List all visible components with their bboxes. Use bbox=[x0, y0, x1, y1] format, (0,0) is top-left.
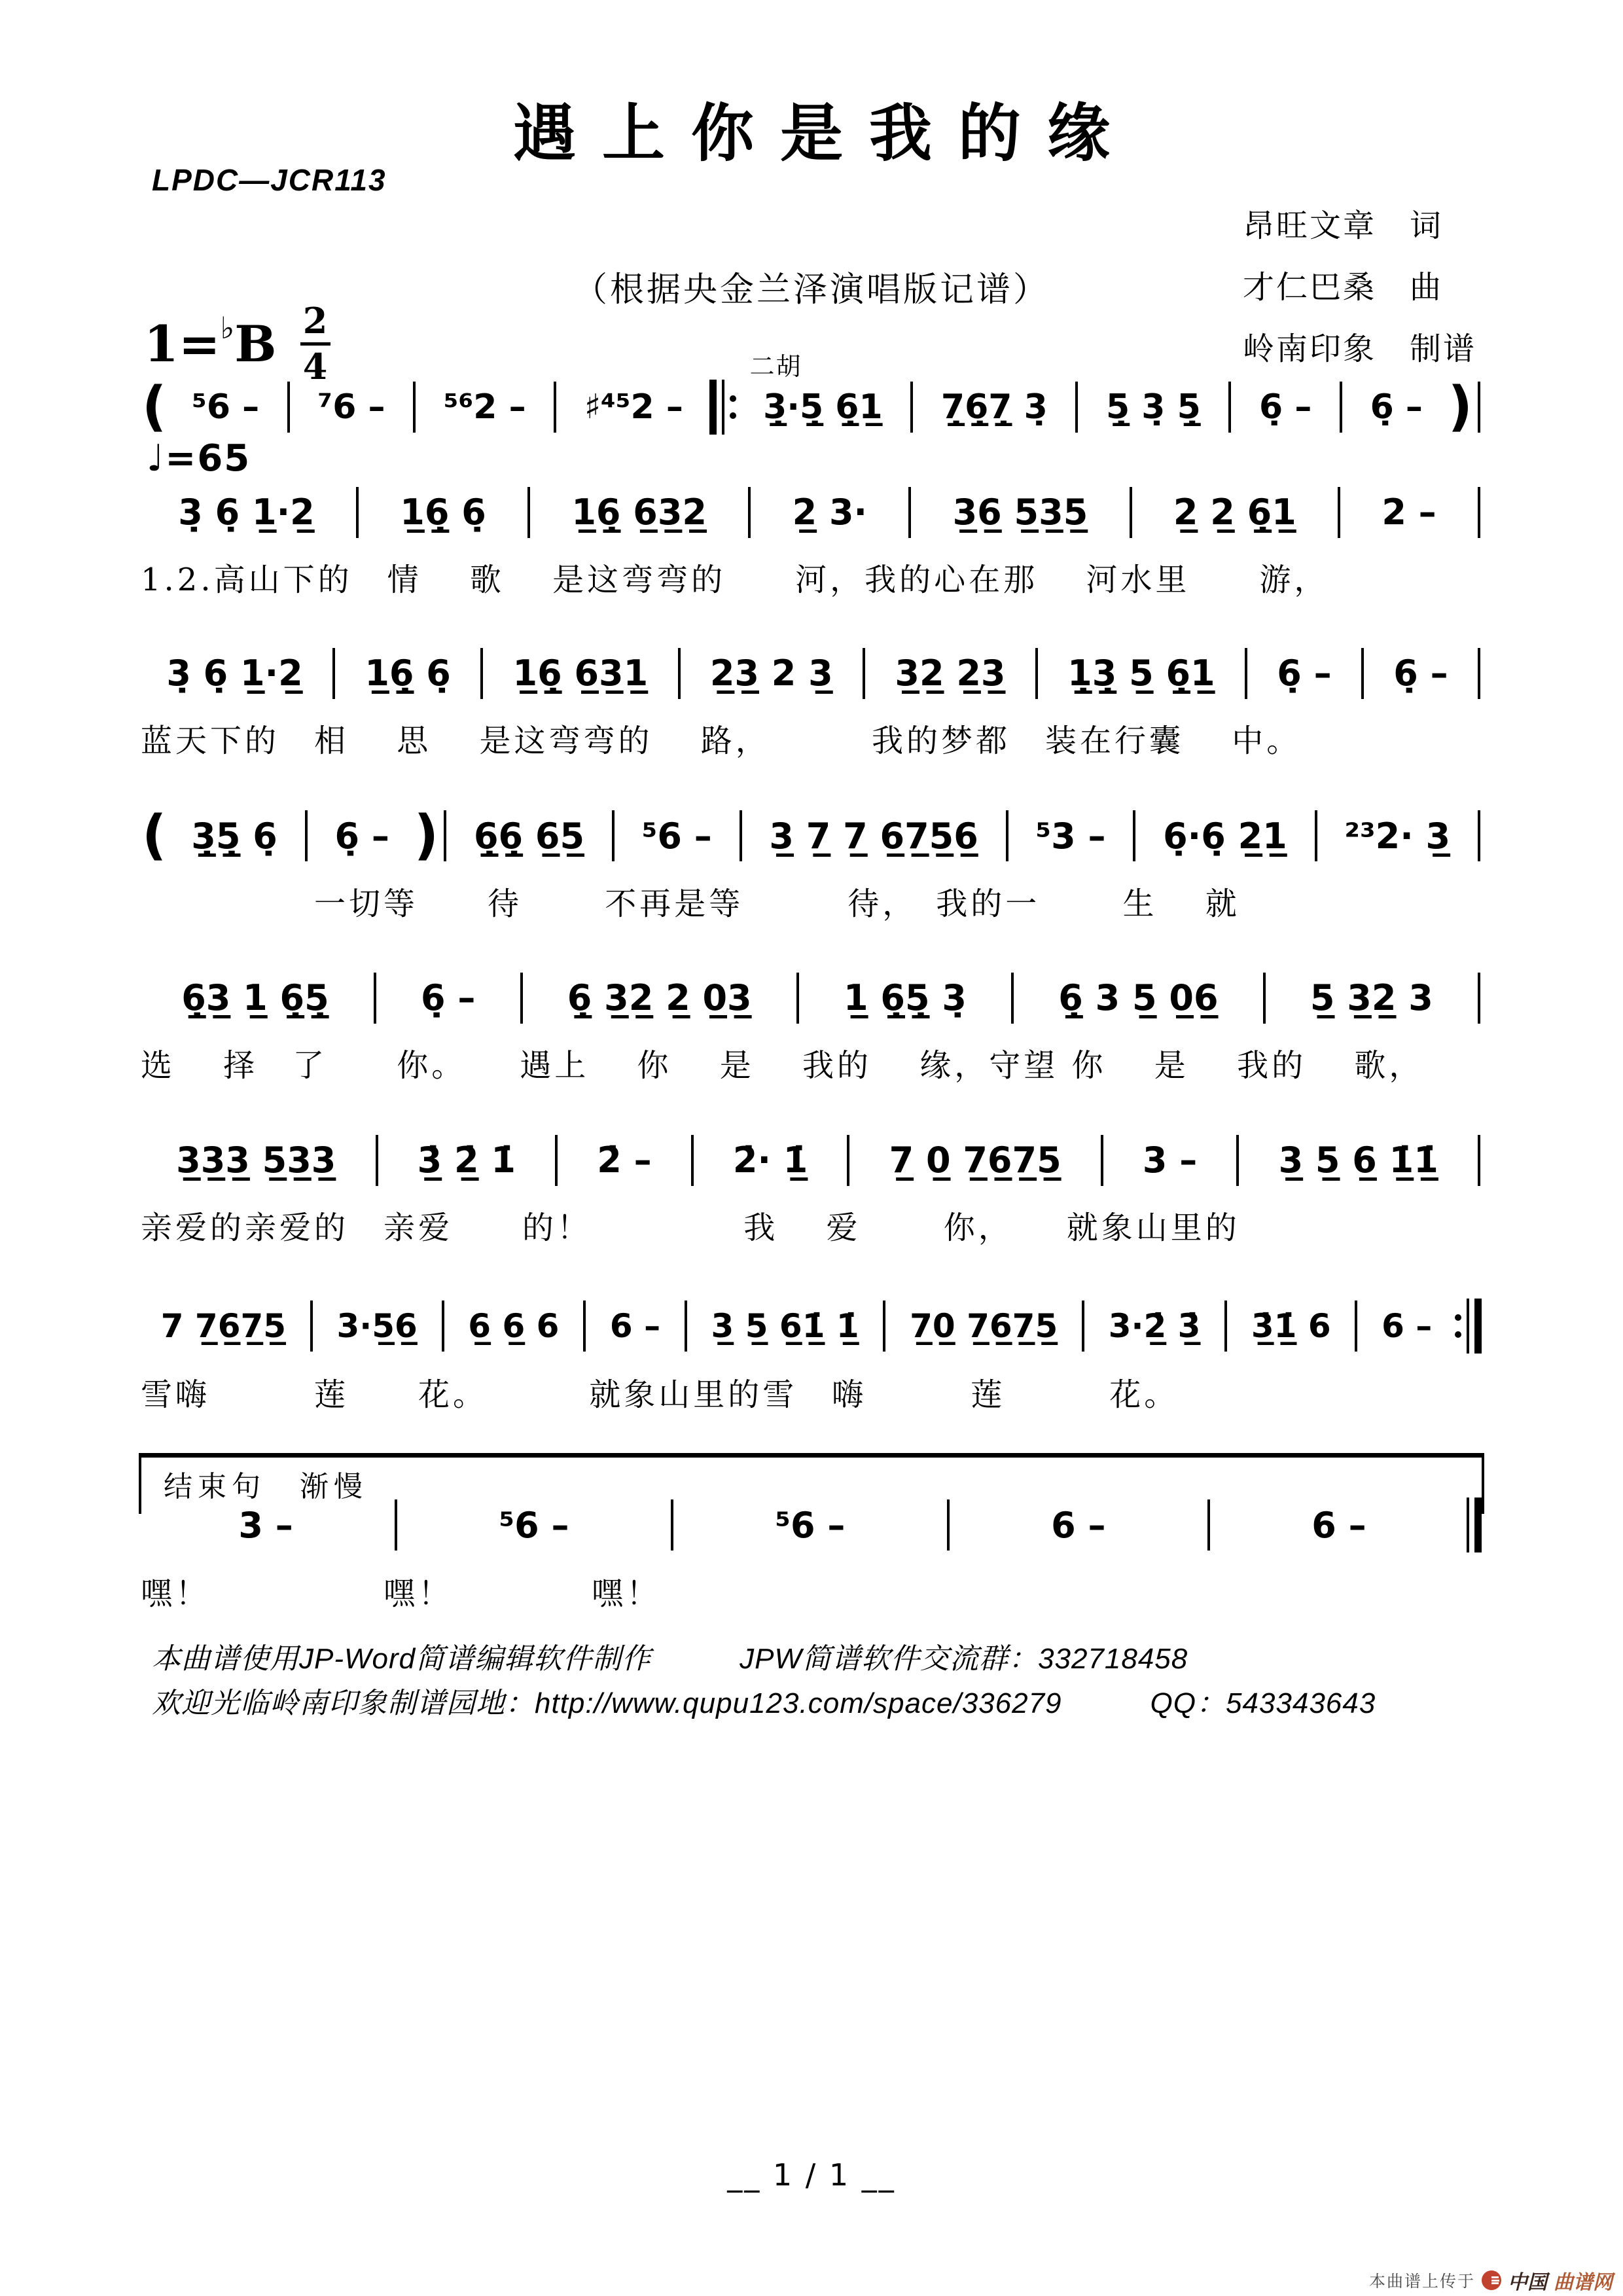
barline bbox=[678, 648, 681, 699]
music-line bbox=[141, 352, 1484, 438]
repeat-dot bbox=[730, 395, 736, 402]
measure: 6 – bbox=[609, 1306, 661, 1345]
measure: 3̣ 6̣ 1̲·2̲ bbox=[166, 653, 303, 694]
measure: ⁵6 – bbox=[499, 1504, 569, 1546]
measure: 2 – bbox=[1382, 492, 1436, 533]
barline bbox=[527, 487, 530, 538]
measure: 7̲ 0̲ 7̲6̲7̲5̲ bbox=[889, 1139, 1061, 1181]
measure: 3·5̲6̲ bbox=[336, 1306, 418, 1345]
measure: 3 – bbox=[238, 1504, 293, 1546]
credit-transcriber: 岭南印象 制谱 bbox=[1242, 331, 1476, 367]
lyrics-line: 雪嗨 莲 花。 就象山里的雪 嗨 莲 花。 bbox=[141, 1376, 1179, 1413]
measure: ⁷6 – bbox=[317, 387, 385, 427]
system-row bbox=[141, 804, 1484, 924]
measure: 3̲̣5̲̣ 6̣ bbox=[191, 815, 277, 857]
measure: 6̣ – bbox=[1370, 387, 1423, 427]
barline bbox=[748, 487, 751, 538]
measure: 6̣·6̣ 2̲1̲ bbox=[1163, 815, 1287, 857]
measure: 6̣ – bbox=[334, 815, 389, 857]
system-row bbox=[141, 647, 1484, 761]
measure: 3̲ 7̲ 7̲ 6̲7̲5̲6̲ bbox=[769, 815, 978, 857]
measure: 1̲6̲̣ 6̣ bbox=[365, 653, 451, 694]
barline bbox=[1478, 487, 1480, 538]
barline bbox=[305, 810, 308, 861]
measure: ♯⁴⁵2 – bbox=[584, 387, 683, 427]
footer-note-2: 欢迎光临岭南印象制谱园地：http://www.qupu123.com/space/336279 QQ：543343643 bbox=[152, 1687, 1376, 1719]
parenthesis: ( bbox=[142, 804, 167, 867]
measure: 6 – bbox=[1311, 1504, 1366, 1546]
barline bbox=[554, 382, 556, 433]
barline bbox=[1478, 810, 1480, 861]
watermark-site-red: 曲谱网 bbox=[1554, 2271, 1613, 2294]
tempo-marking: ♩=65 bbox=[147, 437, 251, 480]
repeat-close-barline bbox=[1455, 1299, 1482, 1354]
measure: 1̲̣3̲̣ 5̲ 6̲̣1̲ bbox=[1067, 653, 1215, 694]
barline bbox=[442, 1300, 444, 1352]
measure: 6̲̣ 3̲2̲ 2̲ 0̲3̲ bbox=[567, 977, 752, 1018]
system-row bbox=[141, 352, 1484, 438]
barline bbox=[1478, 973, 1480, 1024]
measure: 3 – bbox=[1142, 1139, 1198, 1181]
measure: 3̲2̲ 2̲3̲ bbox=[895, 653, 1006, 694]
barline bbox=[1245, 648, 1247, 699]
parenthesis: ( bbox=[142, 376, 167, 438]
barline bbox=[1228, 382, 1231, 433]
lyrics-line: 蓝天下的 相 思 是这弯弯的 路， 我的梦都 装在行囊 中。 bbox=[141, 723, 1302, 759]
barline bbox=[847, 1135, 849, 1186]
repeat-dots bbox=[1455, 1314, 1461, 1338]
ending-bracket bbox=[139, 1453, 1484, 1514]
measure: 6̲̣6̲̣ 6̲5̲ bbox=[473, 815, 585, 857]
credit-composer: 才仁巴桑 曲 bbox=[1242, 269, 1443, 306]
repeat-dot bbox=[1455, 1331, 1461, 1338]
music-line bbox=[141, 1134, 1484, 1187]
key-letter: B bbox=[234, 314, 277, 373]
lyrics-line: 1.2.高山下的 情 歌 是这弯弯的 河，我的心在那 河水里 游， bbox=[141, 562, 1329, 598]
lyrics-line: 嘿！ 嘿！ 嘿！ bbox=[141, 1575, 662, 1612]
barline bbox=[1133, 810, 1135, 861]
music-line bbox=[141, 1299, 1484, 1354]
music-line bbox=[141, 486, 1484, 539]
music-line bbox=[141, 804, 1484, 867]
system-row bbox=[141, 1498, 1484, 1613]
measure: 1̲ 6̲̣5̲̣ 3̣ bbox=[844, 977, 967, 1018]
measure: 3̲3̲3̲ 5̲3̲3̲ bbox=[176, 1139, 336, 1181]
barline bbox=[583, 1300, 586, 1352]
measure: 3̲ 5̲ 6̲1̲̇ 1̲̇ bbox=[711, 1306, 859, 1345]
barline bbox=[376, 1135, 378, 1186]
barline bbox=[1082, 1300, 1084, 1352]
instrument-label: 二胡 bbox=[749, 352, 802, 381]
ending-label: 结束句 渐慢 bbox=[164, 1470, 368, 1503]
lyrics-line: 亲爱的亲爱的 亲爱 的！ 我 爱 你， 就象山里的 bbox=[141, 1210, 1240, 1246]
measure: 6̣ – bbox=[421, 977, 476, 1018]
measure: 3̲̇ 2̲̇ 1̇ bbox=[417, 1139, 516, 1181]
measure: 7 7̲6̲7̲5̲ bbox=[160, 1306, 287, 1345]
watermark-site-dark: 中国 bbox=[1508, 2271, 1547, 2294]
repeat-dot bbox=[730, 412, 736, 419]
barline bbox=[555, 1135, 558, 1186]
measure: 6̲̣3̲ 1̲ 6̲̣5̲̣ bbox=[181, 977, 329, 1018]
barline bbox=[287, 382, 290, 433]
measure: ⁵6 – bbox=[641, 815, 712, 857]
parenthesis: ) bbox=[1448, 376, 1472, 438]
barline bbox=[863, 648, 865, 699]
footer-note-1: 本曲谱使用JP-Word简谱编辑软件制作 JPW简谱软件交流群：332718458 bbox=[152, 1643, 1188, 1675]
barline bbox=[1263, 973, 1266, 1024]
barline bbox=[691, 1135, 694, 1186]
measure: ⁵6 – bbox=[192, 387, 260, 427]
barline-thick bbox=[709, 380, 717, 435]
measure: 6̣ – bbox=[1393, 653, 1448, 694]
barline bbox=[480, 648, 483, 699]
barline bbox=[1101, 1135, 1103, 1186]
barline bbox=[910, 382, 913, 433]
watermark-prefix: 本曲谱上传于 bbox=[1368, 2272, 1475, 2291]
credit-lyricist: 昂旺文章 词 bbox=[1242, 207, 1443, 244]
system-row bbox=[141, 971, 1484, 1085]
measure: 6̲ 6̲ 6 bbox=[468, 1306, 560, 1345]
barline bbox=[1361, 648, 1364, 699]
barline bbox=[1011, 973, 1014, 1024]
measure: 3̲̇1̲̇ 6 bbox=[1251, 1306, 1331, 1345]
barline bbox=[1478, 382, 1480, 433]
barline bbox=[332, 648, 335, 699]
flat-icon: ♭ bbox=[220, 310, 235, 346]
barline bbox=[1355, 1300, 1357, 1352]
lyrics-line: 一切等 待 不再是等 待， 我的一 生 就 bbox=[141, 886, 1240, 922]
barline bbox=[883, 1300, 885, 1352]
barline bbox=[1006, 810, 1008, 861]
measure: 3̣ 6̣ 1̲·2̲ bbox=[178, 492, 315, 533]
barline bbox=[740, 810, 742, 861]
barline bbox=[1130, 487, 1132, 538]
barline bbox=[1340, 382, 1342, 433]
measure: 3·2̲̇ 3̲̇ bbox=[1108, 1306, 1201, 1345]
measure: 2̇· 1̲̇ bbox=[732, 1139, 808, 1181]
barline bbox=[374, 973, 376, 1024]
song-title: 遇上你是我的缘 bbox=[513, 96, 1136, 170]
measure: 6 – bbox=[1051, 1504, 1106, 1546]
site-logo-icon bbox=[1482, 2270, 1501, 2290]
measure: 5̲̣ 3̣ 5̲̣ bbox=[1106, 387, 1201, 427]
barline bbox=[612, 810, 615, 861]
repeat-open-barline bbox=[709, 380, 736, 435]
time-denominator: 4 bbox=[302, 345, 328, 387]
measure: 3̲ 5̲ 6̲ 1̲̇1̲̇ bbox=[1278, 1139, 1438, 1181]
measure: 6̣ – bbox=[1259, 387, 1312, 427]
barline bbox=[356, 487, 359, 538]
barline bbox=[1478, 1135, 1480, 1186]
barline bbox=[1075, 382, 1078, 433]
measure: 6̲̣ 3 5̲ 0̲6̲ bbox=[1058, 977, 1219, 1018]
repeat-dots bbox=[730, 395, 736, 419]
barline bbox=[1315, 810, 1317, 861]
barline bbox=[444, 810, 446, 861]
parenthesis: ) bbox=[414, 804, 439, 867]
barline bbox=[1478, 648, 1480, 699]
barline bbox=[1224, 1300, 1227, 1352]
repeat-dot bbox=[1455, 1314, 1461, 1321]
page-number: __ 1 / 1 __ bbox=[727, 2157, 896, 2193]
measure: ⁵3 – bbox=[1035, 815, 1106, 857]
measure: 7̲0̲ 7̲6̲7̲5̲ bbox=[910, 1306, 1058, 1345]
barline bbox=[310, 1300, 313, 1352]
system-row bbox=[141, 1299, 1484, 1414]
barline-thin bbox=[722, 380, 724, 435]
song-subtitle: （根据央金兰泽演唱版记谱） bbox=[573, 270, 1050, 310]
measure: 7̲̣6̲̣7̲̣ 3̣ bbox=[940, 387, 1048, 427]
barline-thin bbox=[1467, 1299, 1469, 1354]
time-numerator: 2 bbox=[302, 300, 328, 342]
system-row bbox=[141, 1134, 1484, 1247]
barline bbox=[908, 487, 911, 538]
measure: 3̲6̲ 5̲3̲5̲ bbox=[952, 492, 1088, 533]
measure: 1̲6̲̣ 6̲3̲1̲ bbox=[512, 653, 649, 694]
measure: ²³2· 3̲ bbox=[1344, 815, 1451, 857]
catalog-code: LPDC—JCR113 bbox=[152, 163, 387, 197]
measure: 6 – bbox=[1382, 1306, 1433, 1345]
barline-thick bbox=[1474, 1299, 1482, 1354]
music-line bbox=[141, 971, 1484, 1024]
barline bbox=[1236, 1135, 1239, 1186]
measure: 2̇ – bbox=[597, 1139, 652, 1181]
measure: 6̣ – bbox=[1277, 653, 1332, 694]
barline bbox=[520, 973, 523, 1024]
measure: ⁵6 – bbox=[775, 1504, 846, 1546]
measure: 1̲6̲̣ 6̣ bbox=[400, 492, 486, 533]
barline bbox=[413, 382, 416, 433]
measure: 3̲̣·5̲̣ 6̲̣1̲ 二胡 bbox=[739, 382, 906, 433]
measure: 1̲6̲̣ 6̲3̲2̲ bbox=[571, 492, 707, 533]
barline bbox=[685, 1300, 687, 1352]
lyrics-line: 选 择 了 你。 遇上 你 是 我的 缘，守望 你 是 我的 歌， bbox=[141, 1047, 1424, 1084]
barline bbox=[796, 973, 799, 1024]
measure: 2̲3̲ 2 3̲ bbox=[709, 653, 833, 694]
system-row bbox=[141, 486, 1484, 600]
barline bbox=[1338, 487, 1340, 538]
watermark bbox=[1369, 2266, 1613, 2295]
key-prefix: 1= bbox=[144, 314, 221, 373]
measure: 5̲ 3̲2̲ 3 bbox=[1310, 977, 1433, 1018]
measure: ⁵⁶2 – bbox=[443, 387, 526, 427]
barline bbox=[1035, 648, 1038, 699]
measure: 2̲ 3· bbox=[792, 492, 868, 533]
music-line bbox=[141, 647, 1484, 700]
measure: 2̲ 2̲ 6̲̣1̲ bbox=[1173, 492, 1296, 533]
